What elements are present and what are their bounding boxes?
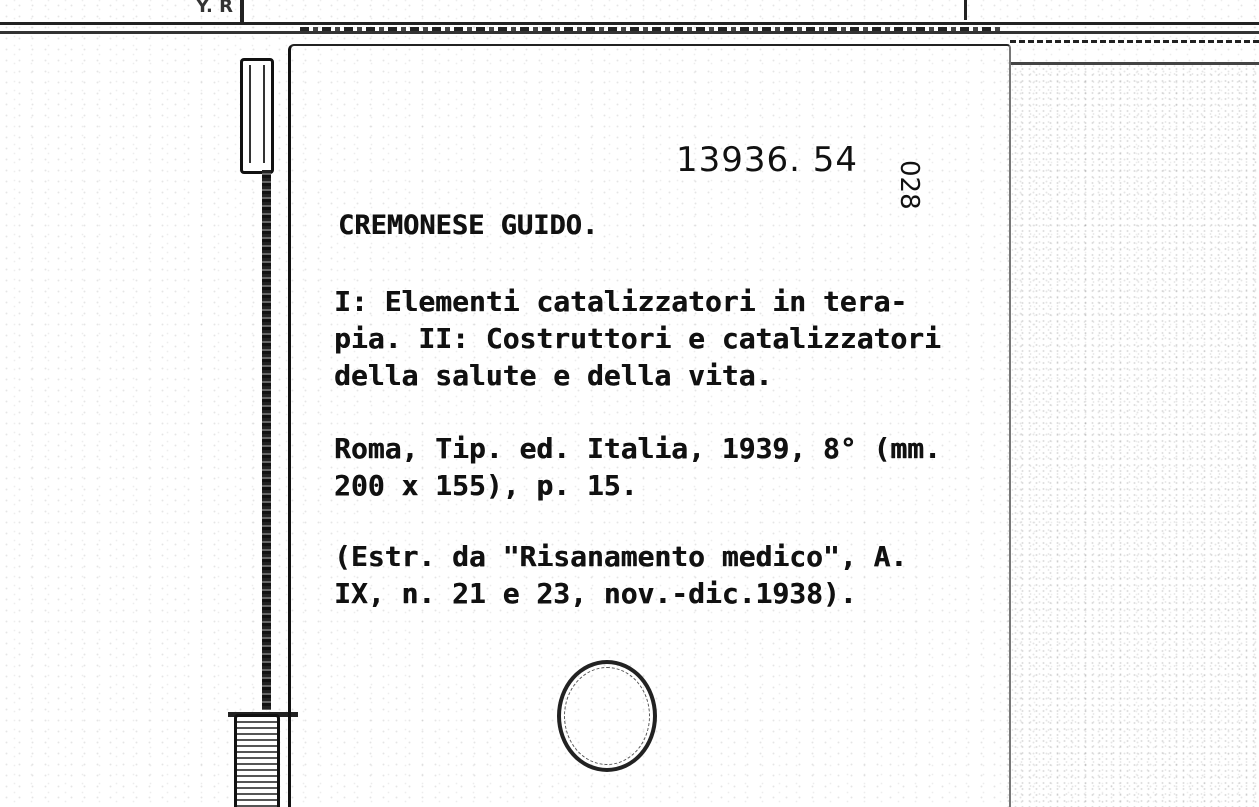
author-heading: CREMONESE GUIDO. (338, 210, 599, 241)
catalog-rod (262, 170, 271, 710)
top-marks: Y. R (196, 0, 234, 17)
drawer-divider (240, 0, 244, 22)
next-card-edge (1010, 40, 1259, 43)
next-card-edge (1010, 62, 1259, 65)
card-edge-line (0, 22, 1259, 25)
drawer-divider (964, 0, 967, 20)
note-line: IX, n. 21 e 23, nov.-dic.1938). (334, 577, 857, 610)
rod-clip-icon (234, 714, 280, 807)
imprint-line: 200 x 155), p. 15. (334, 469, 638, 502)
title-line: pia. II: Costruttori e catalizzatori (334, 322, 941, 355)
rod-clip-icon (240, 58, 274, 174)
note-line: (Estr. da "Risanamento medico", A. (334, 540, 908, 573)
call-number: 13936. 54 (676, 140, 859, 180)
imprint-line: Roma, Tip. ed. Italia, 1939, 8° (mm. (334, 432, 941, 465)
background-speckle (1005, 60, 1259, 807)
circle-hole-icon (557, 660, 657, 772)
card-edge-line (0, 31, 1259, 34)
title-line: della salute e della vita. (334, 359, 773, 392)
side-stamp: 028 (894, 160, 924, 210)
title-line: I: Elementi catalizzatori in tera- (334, 285, 908, 318)
